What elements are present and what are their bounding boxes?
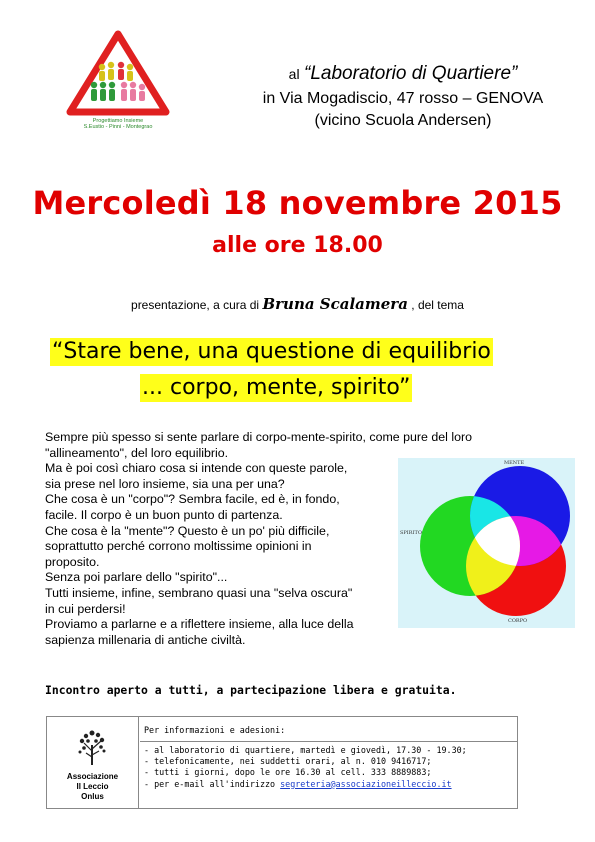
logo-caption-line2: S.Eustio - Pinni - Montegrao — [83, 124, 153, 130]
leccio-tree-icon — [75, 727, 109, 767]
venue-address: in Via Mogadiscio, 47 rosso – GENOVA — [262, 90, 544, 107]
info-lines — [144, 745, 467, 790]
body-line: Senza poi parlare dello "spirito"... — [45, 570, 228, 585]
event-time: alle ore 18.00 — [212, 233, 383, 258]
info-cell — [140, 717, 517, 808]
body-line: Che cosa è la "mente"? Questo è un po' più difficile, — [45, 523, 330, 538]
event-date: Mercoledì 18 novembre 2015 — [32, 184, 563, 222]
presenter-after: , del tema — [411, 298, 464, 312]
venue-title — [228, 64, 578, 85]
info-line: - tutti i giorni, dopo le ore 16.30 al cell. 333 8889883; — [144, 767, 432, 778]
theme-line1: “Stare bene, una questione di equilibrio — [52, 339, 491, 364]
venue-name: “Laboratorio di Quartiere” — [304, 63, 518, 84]
association-name — [47, 772, 138, 802]
body-line: facile. Il corpo è un buon punto di partenza. — [45, 507, 283, 522]
logo — [66, 30, 170, 130]
info-table — [46, 716, 518, 809]
info-heading: Per informazioni e adesioni: — [144, 725, 286, 735]
venn-label-spirit: SPIRITO — [400, 530, 422, 536]
presenter-before: presentazione, a cura di — [131, 298, 260, 312]
body-line: sapienza millenaria di antiche civiltà. — [45, 632, 246, 647]
body-line: sia prese nel loro insieme, sia una per una? — [45, 476, 285, 491]
email-prefix: - per e-mail all'indirizzo — [144, 778, 281, 789]
body-line: in cui perdersi! — [45, 601, 126, 616]
venn-label-mind: MENTE — [504, 460, 525, 466]
open-event-note: Incontro aperto a tutti, a partecipazione libera e gratuita. — [45, 683, 457, 697]
venue-note: (vicino Scuola Andersen) — [314, 112, 492, 129]
body-line: Proviamo a parlarne e a riflettere insieme, alla luce della — [45, 617, 354, 632]
body-line: soprattutto perché corrono moltissime opinioni in — [45, 539, 312, 554]
logo-triangle-icon — [66, 30, 170, 118]
logo-caption-line1: Progettiamo Insieme — [92, 118, 144, 124]
body-text — [45, 430, 472, 648]
body-line: proposito. — [45, 554, 100, 569]
body-line: "allineamento", del loro equilibrio. — [45, 445, 229, 460]
venue-prefix: al — [288, 66, 300, 82]
association-line2: Il Leccio — [76, 782, 109, 791]
info-divider — [140, 741, 517, 742]
association-line1: Associazione — [66, 772, 119, 781]
association-cell — [47, 717, 139, 808]
info-line: - al laboratorio di quartiere, martedì e giovedì, 17.30 - 19.30; — [144, 745, 467, 755]
body-line: Tutti insieme, infine, sembrano quasi una "selva oscura" — [45, 585, 353, 600]
info-line: - telefonicamente, nei suddetti orari, al n. 010 9416717; — [144, 756, 432, 767]
association-line3: Onlus — [81, 792, 104, 801]
info-line-email — [144, 779, 467, 790]
body-line: Ma è poi così chiaro cosa si intende con queste parole, — [45, 461, 348, 476]
presenter-line — [0, 296, 595, 313]
theme-line2: ... corpo, mente, spirito” — [142, 375, 411, 400]
body-line: Sempre più spesso si sente parlare di corpo-mente-spirito, come pure del loro — [45, 430, 472, 444]
presenter-name: Bruna Scalamera — [262, 295, 408, 313]
venn-label-body: CORPO — [508, 618, 528, 624]
body-line: Che cosa è un "corpo"? Sembra facile, ed è, in fondo, — [45, 492, 340, 507]
email-link[interactable]: segreteria@associazioneilleccio.it — [280, 778, 452, 789]
venn-diagram — [398, 458, 575, 628]
